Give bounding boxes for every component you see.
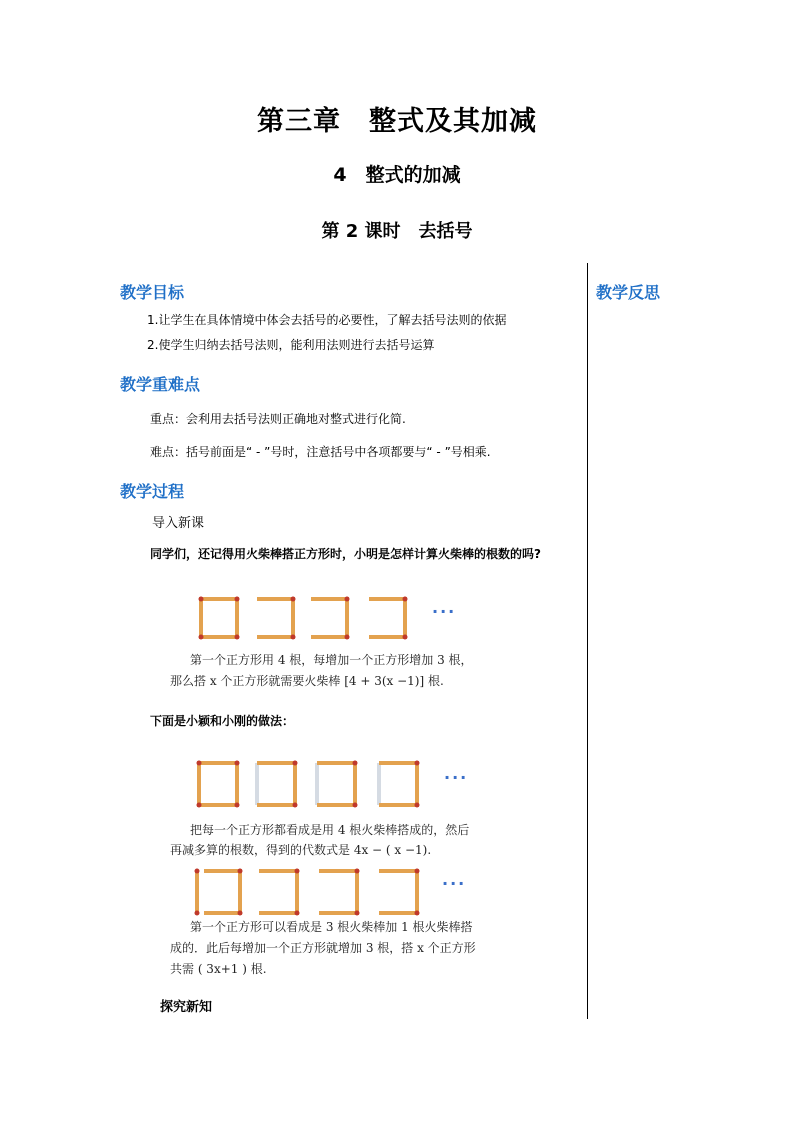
- matchstick-square-icon: [376, 760, 420, 808]
- explore-title: 探究新知: [160, 1000, 213, 1015]
- lesson-title: 第 2 课时 去括号: [321, 221, 473, 242]
- matchstick-open-square-icon: [376, 868, 420, 916]
- reflection-heading: 教学反思: [596, 283, 661, 302]
- ellipsis-icon: ···: [442, 874, 467, 893]
- intro-title: 导入新课: [152, 516, 205, 531]
- ellipsis-icon: ···: [432, 602, 457, 621]
- matchstick-square-icon: [198, 596, 240, 640]
- figure3-caption-line1: 第一个正方形可以看成是 3 根火柴棒加 1 根火柴棒搭: [190, 920, 473, 934]
- methods-intro: 下面是小颖和小刚的做法：: [150, 714, 295, 728]
- objectives-heading: 教学目标: [120, 283, 185, 302]
- matchstick-open-square-icon: [316, 868, 360, 916]
- figure2-caption-line2: 再减多算的根数，得到的代数式是 4x − ( x −1).: [170, 843, 432, 857]
- figure1-caption-line2: 那么搭 x 个正方形就需要火柴棒 [4 + 3(x −1)] 根.: [170, 674, 444, 688]
- matchstick-figure-1: [196, 594, 476, 642]
- matchstick-square-icon: [254, 760, 298, 808]
- matchstick-open-square-icon: [254, 596, 296, 640]
- matchstick-square-icon: [194, 868, 244, 916]
- section-title: 4 整式的加减: [333, 164, 461, 186]
- figure3-caption-line3: 共需 ( 3x+1 ) 根.: [170, 962, 267, 976]
- matchstick-open-square-icon: [308, 596, 350, 640]
- matchstick-figure-3: [192, 866, 482, 918]
- figure3-caption-line2: 成的．此后每增加一个正方形就增加 3 根，搭 x 个正方形: [170, 941, 476, 955]
- matchstick-open-square-icon: [366, 596, 408, 640]
- figure1-caption-line1: 第一个正方形用 4 根，每增加一个正方形增加 3 根，: [190, 653, 473, 667]
- matchstick-square-icon: [196, 760, 240, 808]
- difficulty-point: 难点：括号前面是“ - ”号时，注意括号中各项都要与“ - ”号相乘.: [150, 445, 491, 459]
- chapter-title: 第三章 整式及其加减: [257, 106, 537, 137]
- objective-item: 1.让学生在具体情境中体会去括号的必要性，了解去括号法则的依据: [147, 313, 507, 327]
- key-points-heading: 教学重难点: [120, 375, 201, 394]
- objective-item: 2.使学生归纳去括号法则，能利用法则进行去括号运算: [147, 338, 435, 352]
- question-text: 同学们，还记得用火柴棒搭正方形时，小明是怎样计算火柴棒的根数的吗?: [150, 547, 541, 561]
- process-heading: 教学过程: [120, 482, 185, 501]
- matchstick-open-square-icon: [256, 868, 300, 916]
- figure2-caption-line1: 把每一个正方形都看成是用 4 根火柴棒搭成的，然后: [190, 823, 470, 837]
- matchstick-square-icon: [314, 760, 358, 808]
- focus-point: 重点：会利用去括号法则正确地对整式进行化简.: [150, 412, 406, 426]
- matchstick-figure-2: [194, 758, 484, 810]
- column-divider: [587, 263, 588, 1019]
- ellipsis-icon: ···: [444, 768, 469, 787]
